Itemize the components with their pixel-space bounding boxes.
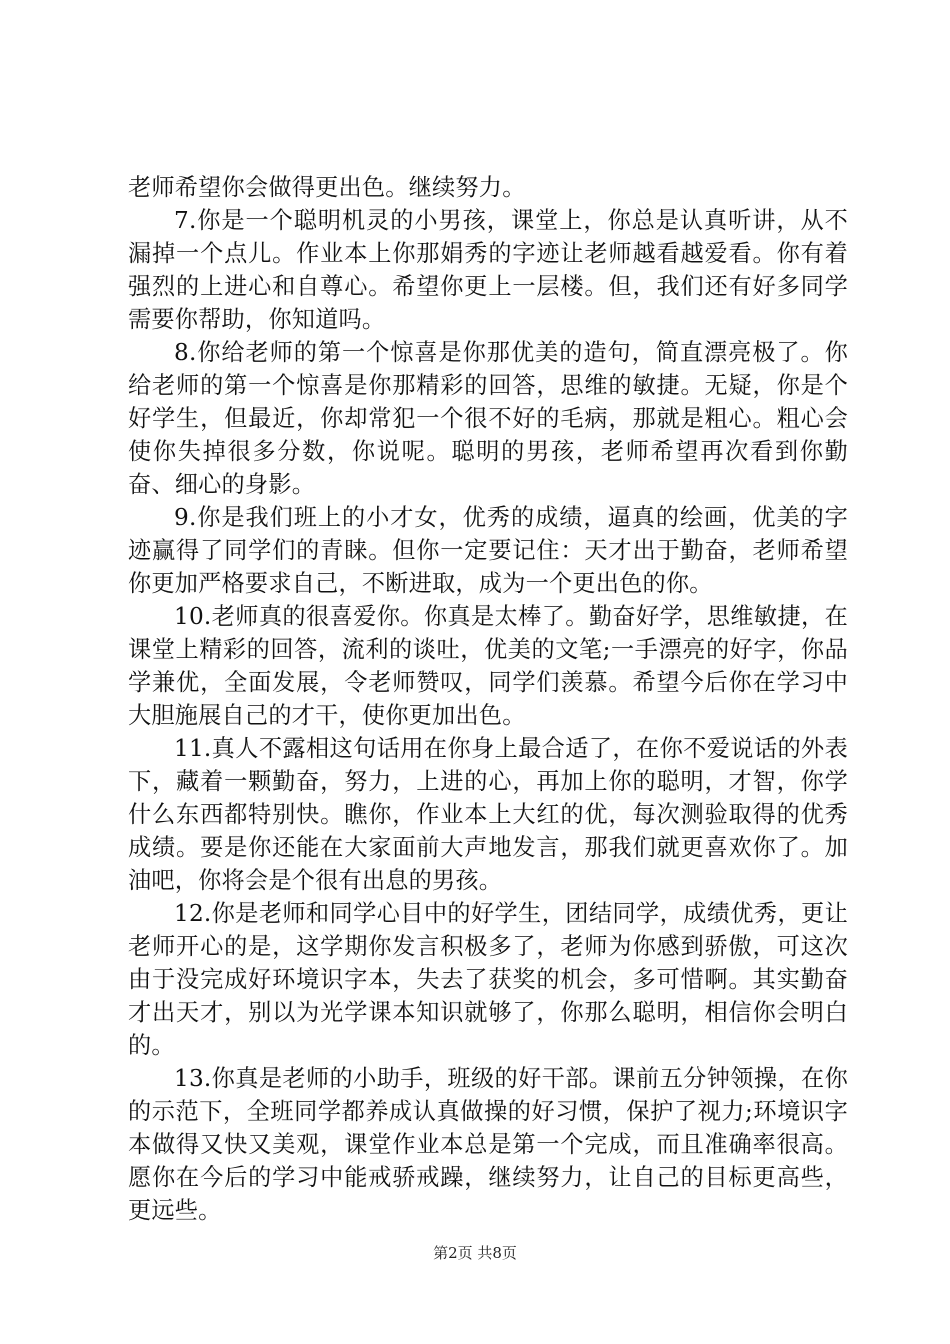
- paragraph-item-7: 7.你是一个聪明机灵的小男孩，课堂上，你总是认真听讲，从不漏掉一个点儿。作业本上你那娟秀的字迹让老师越看越爱看。你有着强烈的上进心和自尊心。希望你更上一层楼。但，我们还有好多同学需要你帮助，你知道吗。: [128, 207, 848, 333]
- paragraph-continuation: 老师希望你会做得更出色。继续努力。: [128, 174, 526, 201]
- paragraph-item-13: 13.你真是老师的小助手，班级的好干部。课前五分钟领操，在你的示范下，全班同学都养成认真做操的好习惯，保护了视力;环境识字本做得又快又美观，课堂作业本总是第一个完成，而且准确率很高。愿你在今后的学习中能戒骄戒躁，继续努力，让自己的目标更高些，更远些。: [128, 1065, 848, 1224]
- paragraph-item-9: 9.你是我们班上的小才女，优秀的成绩，逼真的绘画，优美的字迹赢得了同学们的青睐。但你一定要记住：天才出于勤奋，老师希望你更加严格要求自己，不断进取，成为一个更出色的你。: [128, 504, 848, 597]
- paragraph-item-12: 12.你是老师和同学心目中的好学生，团结同学，成绩优秀，更让老师开心的是，这学期你发言积极多了，老师为你感到骄傲，可这次由于没完成好环境识字本，失去了获奖的机会，多可惜啊。其实勤奋才出天才，别以为光学课本知识就够了，你那么聪明，相信你会明白的。: [128, 900, 848, 1059]
- paragraph-item-8: 8.你给老师的第一个惊喜是你那优美的造句，简直漂亮极了。你给老师的第一个惊喜是你那精彩的回答，思维的敏捷。无疑，你是个好学生，但最近，你却常犯一个很不好的毛病，那就是粗心。粗心会使你失掉很多分数，你说呢。聪明的男孩，老师希望再次看到你勤奋、细心的身影。: [128, 339, 848, 498]
- paragraph-item-11: 11.真人不露相这句话用在你身上最合适了，在你不爱说话的外表下，藏着一颗勤奋，努力，上进的心，再加上你的聪明，才智，你学什么东西都特别快。瞧你，作业本上大红的优，每次测验取得的优秀成绩。要是你还能在大家面前大声地发言，那我们就更喜欢你了。加油吧，你将会是个很有出息的男孩。: [128, 735, 848, 894]
- page-number-footer: 第2页 共8页: [433, 1244, 517, 1262]
- document-body: [128, 171, 848, 1227]
- paragraph-item-10: 10.老师真的很喜爱你。你真是太棒了。勤奋好学，思维敏捷，在课堂上精彩的回答，流利的谈吐，优美的文笔;一手漂亮的好字，你品学兼优，全面发展，令老师赞叹，同学们羡慕。希望今后你在学习中大胆施展自己的才干，使你更加出色。: [128, 603, 848, 729]
